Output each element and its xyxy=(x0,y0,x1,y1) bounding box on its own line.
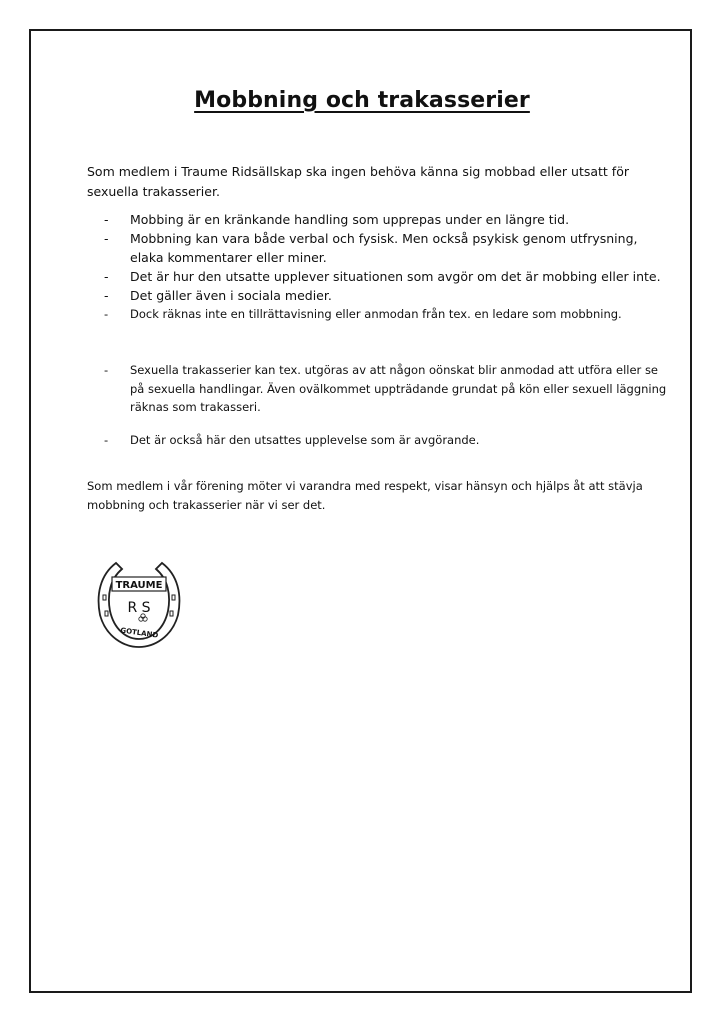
bullet-dash: - xyxy=(104,212,109,227)
list-item xyxy=(0,229,670,267)
list-item xyxy=(0,361,670,417)
list-item-text: Mobbing är en kränkande handling som upprepas under en längre tid. xyxy=(130,212,570,227)
list-item xyxy=(0,286,670,305)
bullet-dash: - xyxy=(104,433,109,447)
logo-top-text: TRAUME xyxy=(115,580,163,591)
bullet-dash: - xyxy=(104,288,109,303)
list-item-text: Mobbning kan vara både verbal och fysisk. Men också psykisk genom utfrysning, elaka kommentarer eller miner. xyxy=(130,231,638,265)
list-item-text: Sexuella trakasserier kan tex. utgöras av att någon oönskat blir anmodad att utföra eller se på sexuella handlingar. Även ovälkommet uppträdande grundat på kön eller sexuell läggning räknas som trakasseri. xyxy=(130,363,667,414)
bullet-list-mobbning xyxy=(0,210,670,324)
list-item xyxy=(0,267,670,286)
list-item-text: Det är också här den utsattes upplevelse som är avgörande. xyxy=(130,433,480,447)
bullet-list-trakasserier xyxy=(0,361,670,417)
logo-bottom-text: GOTLAND xyxy=(119,626,159,640)
list-item xyxy=(0,210,670,229)
bullet-dash: - xyxy=(104,269,109,284)
horseshoe-logo-icon xyxy=(94,555,184,650)
list-item-text: Det är hur den utsatte upplever situationen som avgör om det är mobbing eller inte. xyxy=(130,269,661,284)
logo-middle-text: R S xyxy=(127,600,151,616)
page-title: Mobbning och trakasserier xyxy=(194,88,530,113)
bullet-list-upplevelse xyxy=(0,431,670,450)
list-item-text: Det gäller även i sociala medier. xyxy=(130,288,332,303)
intro-paragraph: Som medlem i Traume Ridsällskap ska ingen behöva känna sig mobbad eller utsatt för sexuella trakasserier. xyxy=(87,164,629,199)
bullet-dash: - xyxy=(104,307,109,321)
list-item xyxy=(0,431,670,450)
bullet-dash: - xyxy=(104,231,109,246)
list-item-text: Dock räknas inte en tillrättavisning eller anmodan från tex. en ledare som mobbning. xyxy=(130,307,622,321)
closing-paragraph: Som medlem i vår förening möter vi varandra med respekt, visar hänsyn och hjälps åt att stävja mobbning och trakasserier när vi ser det. xyxy=(87,479,643,512)
list-item xyxy=(0,305,670,324)
bullet-dash: - xyxy=(104,363,109,377)
